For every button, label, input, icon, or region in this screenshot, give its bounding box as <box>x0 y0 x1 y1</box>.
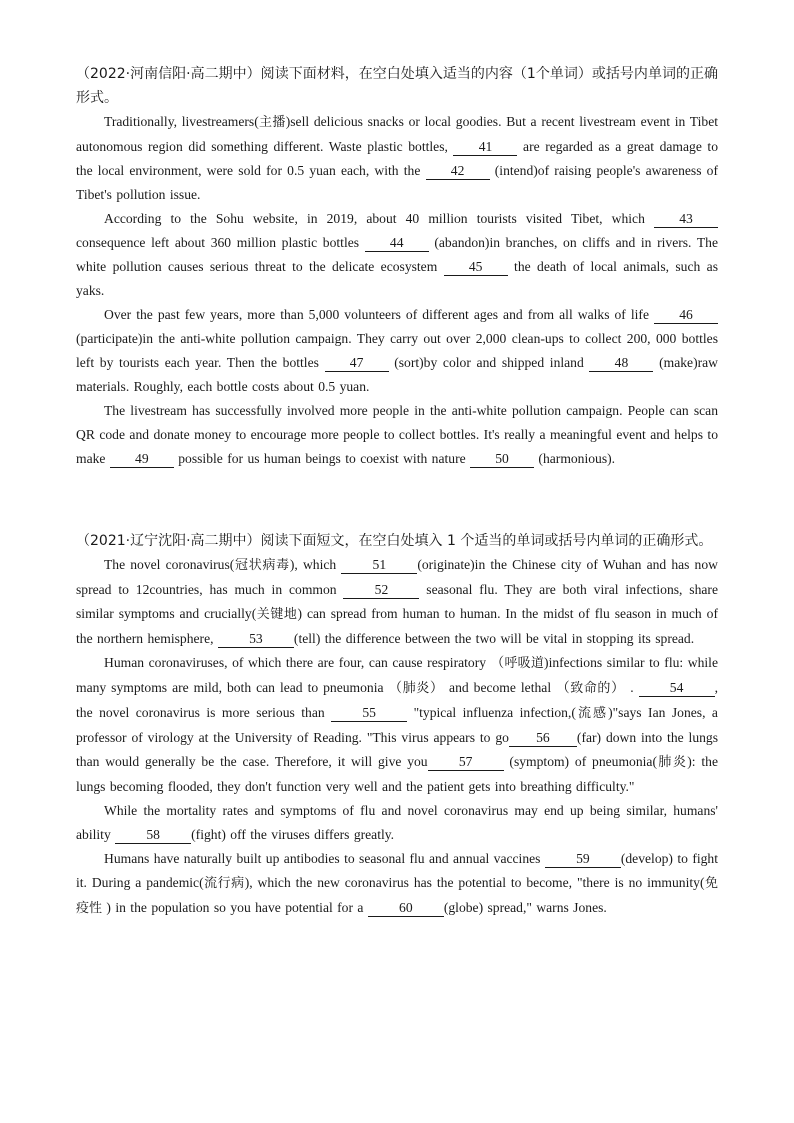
section1-paragraph-2 <box>76 207 718 303</box>
blank-47[interactable]: 47 <box>325 355 389 372</box>
text: (intend)of raising people's awareness of Tibet's pollution issue. <box>76 163 719 202</box>
chinese-gloss: 主播 <box>258 115 286 130</box>
text: consequence left about 360 million plastic bottles <box>76 235 365 250</box>
section1-paragraph-1 <box>76 110 718 207</box>
blank-51[interactable]: 51 <box>341 557 417 574</box>
text: ) can spread from human to human. In the midst of flu season in much of the northern hemisphere, <box>76 606 718 646</box>
chinese-gloss: 免疫性 <box>76 876 719 916</box>
text: (abandon)in branches, on cliffs and in rivers. The white pollution causes serious threat to the delicate ecosystem <box>76 235 718 274</box>
text: Traditionally, livestreamers( <box>104 114 259 129</box>
document-page <box>76 62 718 921</box>
text: ), which <box>289 557 342 572</box>
blank-45[interactable]: 45 <box>444 259 508 276</box>
blank-55[interactable]: 55 <box>331 705 407 722</box>
text: (globe) spread," warns Jones. <box>443 900 607 915</box>
blank-52[interactable]: 52 <box>343 582 419 599</box>
blank-42[interactable]: 42 <box>426 163 490 180</box>
chinese-gloss: 流感 <box>575 706 609 721</box>
blank-56[interactable]: 56 <box>509 730 577 747</box>
text: possible for us human beings to coexist with nature <box>173 451 471 466</box>
text: The novel coronavirus( <box>104 557 235 572</box>
text: )infections similar to flu: while many symptoms are mild, both can lead to pneumonia （ <box>76 655 718 695</box>
chinese-gloss: 关键地 <box>256 607 298 622</box>
text: )sell delicious snacks or local goodies. But a recent livestream event in Tibet autonomous region did something different. Waste plastic bottles, <box>76 114 718 154</box>
text: ): the lungs becoming flooded, they don't function very well and the patient gets into breathing difficulty." <box>76 754 718 794</box>
text: (make)raw materials. Roughly, each bottle costs about 0.5 yuan. <box>76 355 718 394</box>
text: (develop) to fight it. During a pandemic( <box>76 851 718 890</box>
text: According to the Sohu website, in 2019, about 40 million tourists visited Tibet, which <box>104 211 654 226</box>
text: (harmonious). <box>534 451 616 466</box>
blank-46[interactable]: 46 <box>654 307 718 324</box>
text: ） . <box>611 680 639 695</box>
section-spacer <box>76 471 718 529</box>
text: (fight) off the viruses differs greatly. <box>191 827 395 842</box>
section2-paragraph-1 <box>76 553 718 651</box>
blank-58[interactable]: 58 <box>115 827 191 844</box>
text: ) in the population so you have potential for a <box>102 900 368 915</box>
section2-paragraph-4 <box>76 847 718 921</box>
section2-paragraph-3 <box>76 799 718 847</box>
text: (symptom) of pneumonia( <box>503 754 657 769</box>
text: are regarded as a great damage to the local environment, were sold for 0.5 yuan each, with the <box>76 139 718 178</box>
blank-48[interactable]: 48 <box>589 355 653 372</box>
blank-49[interactable]: 49 <box>110 451 174 468</box>
section1-header: （2022·河南信阳·高二期中）阅读下面材料，在空白处填入适当的内容（1个单词）或括号内单词的正确形式。 <box>76 66 718 106</box>
blank-43[interactable]: 43 <box>654 211 718 228</box>
text: Human coronaviruses, of which there are four, can cause respiratory （ <box>104 655 505 670</box>
text: "typical influenza infection,( <box>407 705 576 720</box>
blank-53[interactable]: 53 <box>218 631 294 648</box>
text: the death of local animals, such as yaks. <box>76 259 718 298</box>
text: (sort)by color and shipped inland <box>388 355 590 370</box>
blank-44[interactable]: 44 <box>365 235 429 252</box>
text: seasonal flu. They are both viral infections, share similar symptoms and crucially( <box>76 582 718 621</box>
section2-header: （2021·辽宁沈阳·高二期中）阅读下面短文，在空白处填入 1 个适当的单词或括号内单词的正确形式。 <box>76 533 713 549</box>
blank-57[interactable]: 57 <box>428 754 504 771</box>
text: )"says Ian Jones, a professor of virology at the University of Reading. "This virus appears to go <box>76 705 718 745</box>
section1-paragraph-4 <box>76 399 718 471</box>
chinese-gloss: 呼吸道 <box>504 656 545 671</box>
blank-60[interactable]: 60 <box>368 900 444 917</box>
text: (far) down into the lungs than would generally be the case. Therefore, it will give you <box>76 730 718 769</box>
text: (originate)in the Chinese city of Wuhan and has now spread to 12countries, has much in common <box>76 557 718 597</box>
text: Over the past few years, more than 5,000 volunteers of different ages and from all walks of life <box>104 307 654 322</box>
section2-paragraph-2 <box>76 651 718 799</box>
text: , the novel coronavirus is more serious than <box>76 680 718 720</box>
text: ), which the new coronavirus has the potential to become, "there is no immunity( <box>244 875 705 890</box>
blank-54[interactable]: 54 <box>639 680 715 697</box>
text: While the mortality rates and symptoms of flu and novel coronavirus may end up being similar, humans' ability <box>76 803 718 842</box>
text: (tell) the difference between the two will be vital in stopping its spread. <box>293 631 695 646</box>
chinese-gloss: 肺炎 <box>656 755 688 770</box>
chinese-gloss: 流行病 <box>203 876 245 891</box>
blank-41[interactable]: 41 <box>453 139 517 156</box>
chinese-gloss: 肺炎 <box>402 681 430 696</box>
text: The livestream has successfully involved more people in the anti-white pollution campaign. People can scan QR code and donate money to encourage more people to collect bottles. It's really a meaningful event and helps to make <box>76 403 718 466</box>
chinese-gloss: 致命的 <box>570 681 612 696</box>
text: Humans have naturally built up antibodies to seasonal flu and annual vaccines <box>104 851 545 866</box>
blank-59[interactable]: 59 <box>545 851 621 868</box>
blank-50[interactable]: 50 <box>470 451 534 468</box>
text: (participate)in the anti-white pollution campaign. They carry out over 2,000 clean-ups to collect 200, 000 bottles left by tourists each year. Then the bottles <box>76 331 718 370</box>
text: ） and become lethal （ <box>429 680 571 695</box>
chinese-gloss: 冠状病毒 <box>234 558 290 573</box>
section1-paragraph-3 <box>76 303 718 399</box>
